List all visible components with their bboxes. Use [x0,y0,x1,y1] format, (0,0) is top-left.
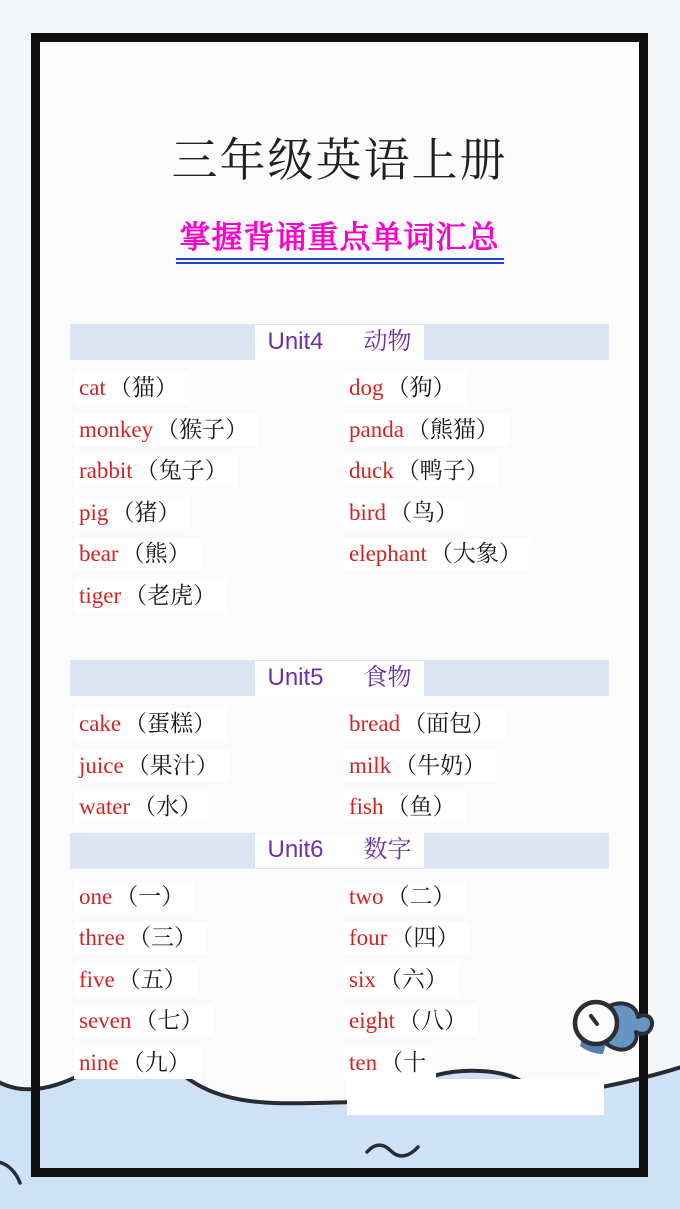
word-item [74,580,226,612]
word-item [74,708,226,740]
word-chinese: （老虎） [124,581,217,608]
unit-section [40,833,639,1084]
word-item [74,455,238,487]
word-english: duck [349,458,394,484]
word-item [344,372,466,404]
word-cell [344,457,499,484]
word-item [344,455,499,487]
unit-sections [40,324,639,1083]
word-cell [344,499,468,526]
word-item [344,1005,477,1037]
page-title: 三年级英语上册 [171,134,508,186]
word-english: three [79,925,125,951]
word-chinese: （二） [386,882,456,909]
word-item [74,372,188,404]
page-subtitle: 掌握背诵重点单词汇总 [176,220,504,264]
word-english: two [349,883,384,909]
word-chinese: （狗） [386,374,456,401]
word-cell [74,883,194,910]
word-chinese: （鸭子） [396,457,489,484]
word-english: bread [349,711,401,737]
word-chinese: （鱼） [386,793,456,820]
word-english: rabbit [79,458,133,484]
word-chinese: （水） [133,793,203,820]
unit-header [70,660,609,696]
word-english: bear [79,541,119,567]
unit-label [255,325,423,360]
word-cell [74,1007,213,1034]
word-item [344,497,468,529]
word-item [344,1047,436,1079]
word-cell [344,416,509,443]
word-chinese: （猴子） [156,415,249,442]
unit-header [70,324,609,360]
unit-topic: 数字 [363,836,412,863]
unit-number: Unit6 [267,836,324,863]
word-chinese: （猫） [108,374,178,401]
word-english: six [349,966,376,992]
word-item [74,964,197,996]
word-item [344,414,509,446]
word-chinese: （熊猫） [406,415,499,442]
word-chinese: （猪） [111,498,181,525]
word-chinese: （九） [121,1048,191,1075]
word-cell [344,1049,436,1076]
word-english: cat [79,375,106,401]
word-chinese: （一） [115,882,185,909]
word-item [74,791,212,823]
word-cell [74,582,226,609]
word-chinese: （蛋糕） [124,710,217,737]
word-item [344,964,458,996]
word-english: elephant [349,541,427,567]
word-cell [74,793,212,820]
word-cell [74,752,229,779]
page-content [40,42,639,1083]
word-english: four [349,925,388,951]
word-cell [344,966,458,993]
word-item [344,538,532,570]
word-chinese: （兔子） [135,457,228,484]
word-english: fish [349,794,384,820]
word-english: one [79,883,113,909]
word-chinese: （三） [127,924,197,951]
word-english: bird [349,499,387,525]
unit-topic: 动物 [363,327,412,355]
unit-number: Unit5 [267,663,324,691]
unit-label [255,661,423,696]
word-chinese: （八） [398,1007,467,1034]
word-item [344,750,496,782]
word-cell [344,793,466,820]
word-english: water [79,794,131,820]
word-cell [344,710,505,737]
unit-header [70,833,609,869]
word-cell [74,924,207,951]
word-item [74,750,229,782]
word-item [74,1005,213,1037]
word-cell [74,499,190,526]
word-english: pig [79,499,109,525]
word-cell [74,710,226,737]
word-english: milk [349,752,392,778]
word-english: dog [349,375,384,401]
word-chinese: （熊） [121,540,191,567]
word-chinese: （果汁） [126,751,219,778]
subtitle-row [40,220,639,264]
word-item [74,922,207,954]
word-item [344,922,469,954]
word-item [344,881,466,913]
word-chinese: （大象） [429,540,522,567]
word-english: five [79,966,115,992]
word-item [74,414,258,446]
unit-topic: 食物 [363,663,412,691]
word-cell [74,416,258,443]
word-chinese: （四） [390,924,460,951]
word-cell [74,1049,201,1076]
white-cover-box [347,1079,604,1115]
word-cell [344,924,469,951]
fish-icon [570,995,656,1063]
word-grid [40,869,639,1084]
word-cell [344,752,496,779]
word-grid [40,360,639,616]
word-item [344,708,505,740]
word-cell [74,966,197,993]
word-cell [74,374,188,401]
unit-section [40,324,639,616]
word-english: seven [79,1008,132,1034]
word-item [344,791,466,823]
word-cell [74,457,238,484]
word-item [74,881,194,913]
word-grid [40,696,639,828]
word-cell [74,540,201,567]
word-item [74,538,201,570]
word-item [74,1047,201,1079]
word-cell [344,883,466,910]
word-chinese: （五） [117,965,187,992]
word-english: panda [349,416,404,442]
word-item [74,497,190,529]
word-english: ten [349,1049,378,1075]
word-chinese: （牛奶） [394,751,487,778]
word-chinese: （面包） [403,710,496,737]
unit-label [255,833,423,868]
word-cell [344,540,532,567]
word-chinese: （七） [134,1007,204,1034]
word-english: tiger [79,582,122,608]
word-english: nine [79,1049,119,1075]
unit-section [40,660,639,828]
unit-number: Unit4 [267,327,324,355]
word-cell [344,374,466,401]
word-chinese: （十 [380,1048,427,1075]
word-chinese: （鸟） [389,498,459,525]
word-english: monkey [79,416,154,442]
word-english: cake [79,711,122,737]
word-english: eight [349,1008,395,1034]
word-cell [344,1007,477,1034]
word-chinese: （六） [378,965,448,992]
word-english: juice [79,752,124,778]
